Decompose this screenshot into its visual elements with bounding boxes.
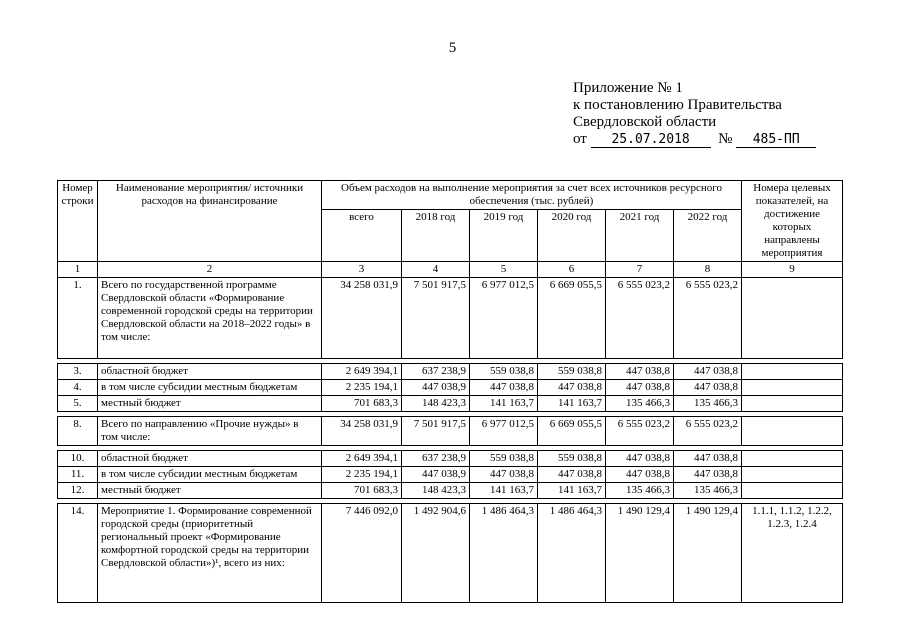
table-row bbox=[58, 396, 843, 412]
row-targets bbox=[742, 417, 843, 446]
row-targets bbox=[742, 278, 843, 359]
table-row bbox=[58, 417, 843, 446]
row-2020: 447 038,8 bbox=[538, 467, 606, 483]
row-total: 7 446 092,0 bbox=[322, 504, 402, 603]
row-2020: 141 163,7 bbox=[538, 396, 606, 412]
row-2018: 1 492 904,6 bbox=[402, 504, 470, 603]
row-total: 34 258 031,9 bbox=[322, 278, 402, 359]
col-number: 4 bbox=[402, 262, 470, 278]
row-2021: 6 555 023,2 bbox=[606, 417, 674, 446]
row-2021: 1 490 129,4 bbox=[606, 504, 674, 603]
row-no: 11. bbox=[58, 467, 98, 483]
col-number: 8 bbox=[674, 262, 742, 278]
row-2020: 6 669 055,5 bbox=[538, 417, 606, 446]
row-2019: 447 038,8 bbox=[470, 380, 538, 396]
row-2018: 7 501 917,5 bbox=[402, 278, 470, 359]
row-total: 2 235 194,1 bbox=[322, 380, 402, 396]
row-2021: 6 555 023,2 bbox=[606, 278, 674, 359]
header-total: всего bbox=[322, 210, 402, 262]
row-name: в том числе субсидии местным бюджетам bbox=[98, 380, 322, 396]
row-2022: 6 555 023,2 bbox=[674, 278, 742, 359]
row-2019: 1 486 464,3 bbox=[470, 504, 538, 603]
row-2022: 1 490 129,4 bbox=[674, 504, 742, 603]
row-name: Мероприятие 1. Формирование современной городской среды (приоритетный региональный проект «Формирование комфортной городской среды на территории Свердловской области»)¹, всего из них: bbox=[98, 504, 322, 603]
appendix-date-line bbox=[573, 131, 816, 148]
row-2018: 7 501 917,5 bbox=[402, 417, 470, 446]
row-total: 2 235 194,1 bbox=[322, 467, 402, 483]
table-row bbox=[58, 467, 843, 483]
row-2021: 447 038,8 bbox=[606, 467, 674, 483]
row-name: областной бюджет bbox=[98, 364, 322, 380]
row-total: 701 683,3 bbox=[322, 396, 402, 412]
row-targets bbox=[742, 467, 843, 483]
row-2020: 6 669 055,5 bbox=[538, 278, 606, 359]
row-no: 12. bbox=[58, 483, 98, 499]
col-number: 5 bbox=[470, 262, 538, 278]
row-targets bbox=[742, 396, 843, 412]
row-2018: 148 423,3 bbox=[402, 396, 470, 412]
row-2020: 559 038,8 bbox=[538, 451, 606, 467]
appendix-region: Свердловской области bbox=[573, 114, 717, 130]
row-targets bbox=[742, 483, 843, 499]
row-2018: 447 038,9 bbox=[402, 380, 470, 396]
col-number: 2 bbox=[98, 262, 322, 278]
row-2020: 559 038,8 bbox=[538, 364, 606, 380]
table-row bbox=[58, 278, 843, 359]
row-2019: 6 977 012,5 bbox=[470, 278, 538, 359]
row-2020: 1 486 464,3 bbox=[538, 504, 606, 603]
row-2021: 447 038,8 bbox=[606, 451, 674, 467]
row-2018: 447 038,9 bbox=[402, 467, 470, 483]
page-number: 5 bbox=[448, 40, 457, 56]
budget-table bbox=[57, 180, 843, 603]
row-2022: 135 466,3 bbox=[674, 483, 742, 499]
row-2020: 141 163,7 bbox=[538, 483, 606, 499]
row-2022: 447 038,8 bbox=[674, 380, 742, 396]
row-name: областной бюджет bbox=[98, 451, 322, 467]
row-2018: 637 238,9 bbox=[402, 451, 470, 467]
header-2018: 2018 год bbox=[402, 210, 470, 262]
row-no: 8. bbox=[58, 417, 98, 446]
from-label: от bbox=[573, 131, 587, 147]
col-number: 3 bbox=[322, 262, 402, 278]
row-targets bbox=[742, 380, 843, 396]
number-label: № bbox=[718, 131, 733, 147]
row-2022: 447 038,8 bbox=[674, 364, 742, 380]
row-2022: 447 038,8 bbox=[674, 451, 742, 467]
row-2018: 637 238,9 bbox=[402, 364, 470, 380]
resolution-date: 25.07.2018 bbox=[591, 133, 711, 148]
row-2021: 447 038,8 bbox=[606, 380, 674, 396]
row-targets: 1.1.1, 1.1.2, 1.2.2, 1.2.3, 1.2.4 bbox=[742, 504, 843, 603]
row-2021: 135 466,3 bbox=[606, 396, 674, 412]
row-2022: 447 038,8 bbox=[674, 467, 742, 483]
row-total: 701 683,3 bbox=[322, 483, 402, 499]
col-number: 7 bbox=[606, 262, 674, 278]
row-name: местный бюджет bbox=[98, 483, 322, 499]
table-row bbox=[58, 483, 843, 499]
row-2019: 141 163,7 bbox=[470, 483, 538, 499]
header-row bbox=[58, 181, 843, 210]
appendix-resolution: к постановлению Правительства bbox=[573, 97, 782, 113]
col-number: 1 bbox=[58, 262, 98, 278]
header-2021: 2021 год bbox=[606, 210, 674, 262]
row-name: местный бюджет bbox=[98, 396, 322, 412]
resolution-number: 485-ПП bbox=[736, 133, 816, 148]
row-no: 1. bbox=[58, 278, 98, 359]
header-2022: 2022 год bbox=[674, 210, 742, 262]
header-name: Наименование мероприятия/ источники расходов на финансирование bbox=[98, 181, 322, 262]
row-2021: 135 466,3 bbox=[606, 483, 674, 499]
row-2019: 141 163,7 bbox=[470, 396, 538, 412]
table-row bbox=[58, 380, 843, 396]
table-row bbox=[58, 504, 843, 603]
row-no: 5. bbox=[58, 396, 98, 412]
row-no: 10. bbox=[58, 451, 98, 467]
row-2018: 148 423,3 bbox=[402, 483, 470, 499]
appendix-title: Приложение № 1 bbox=[573, 80, 683, 96]
row-targets bbox=[742, 364, 843, 380]
column-number-row bbox=[58, 262, 843, 278]
header-2019: 2019 год bbox=[470, 210, 538, 262]
row-name: Всего по направлению «Прочие нужды» в том числе: bbox=[98, 417, 322, 446]
row-name: Всего по государственной программе Свердловской области «Формирование современной городской среды на территории Свердловской области на 2018–2022 годы» в том числе: bbox=[98, 278, 322, 359]
row-2019: 559 038,8 bbox=[470, 451, 538, 467]
row-no: 4. bbox=[58, 380, 98, 396]
table-row bbox=[58, 451, 843, 467]
row-2019: 6 977 012,5 bbox=[470, 417, 538, 446]
header-volume: Объем расходов на выполнение мероприятия за счет всех источников ресурсного обеспечения (тыс. рублей) bbox=[322, 181, 742, 210]
header-2020: 2020 год bbox=[538, 210, 606, 262]
header-targets: Номера целевых показателей, на достижение которых направлены мероприятия bbox=[742, 181, 843, 262]
row-2022: 135 466,3 bbox=[674, 396, 742, 412]
col-number: 6 bbox=[538, 262, 606, 278]
appendix-block bbox=[573, 80, 816, 148]
row-total: 2 649 394,1 bbox=[322, 451, 402, 467]
row-targets bbox=[742, 451, 843, 467]
row-no: 14. bbox=[58, 504, 98, 603]
row-2019: 559 038,8 bbox=[470, 364, 538, 380]
row-total: 2 649 394,1 bbox=[322, 364, 402, 380]
row-2019: 447 038,8 bbox=[470, 467, 538, 483]
row-name: в том числе субсидии местным бюджетам bbox=[98, 467, 322, 483]
table-row bbox=[58, 364, 843, 380]
row-2020: 447 038,8 bbox=[538, 380, 606, 396]
header-row-no: Номер строки bbox=[58, 181, 98, 262]
row-2022: 6 555 023,2 bbox=[674, 417, 742, 446]
row-2021: 447 038,8 bbox=[606, 364, 674, 380]
col-number: 9 bbox=[742, 262, 843, 278]
row-no: 3. bbox=[58, 364, 98, 380]
row-total: 34 258 031,9 bbox=[322, 417, 402, 446]
